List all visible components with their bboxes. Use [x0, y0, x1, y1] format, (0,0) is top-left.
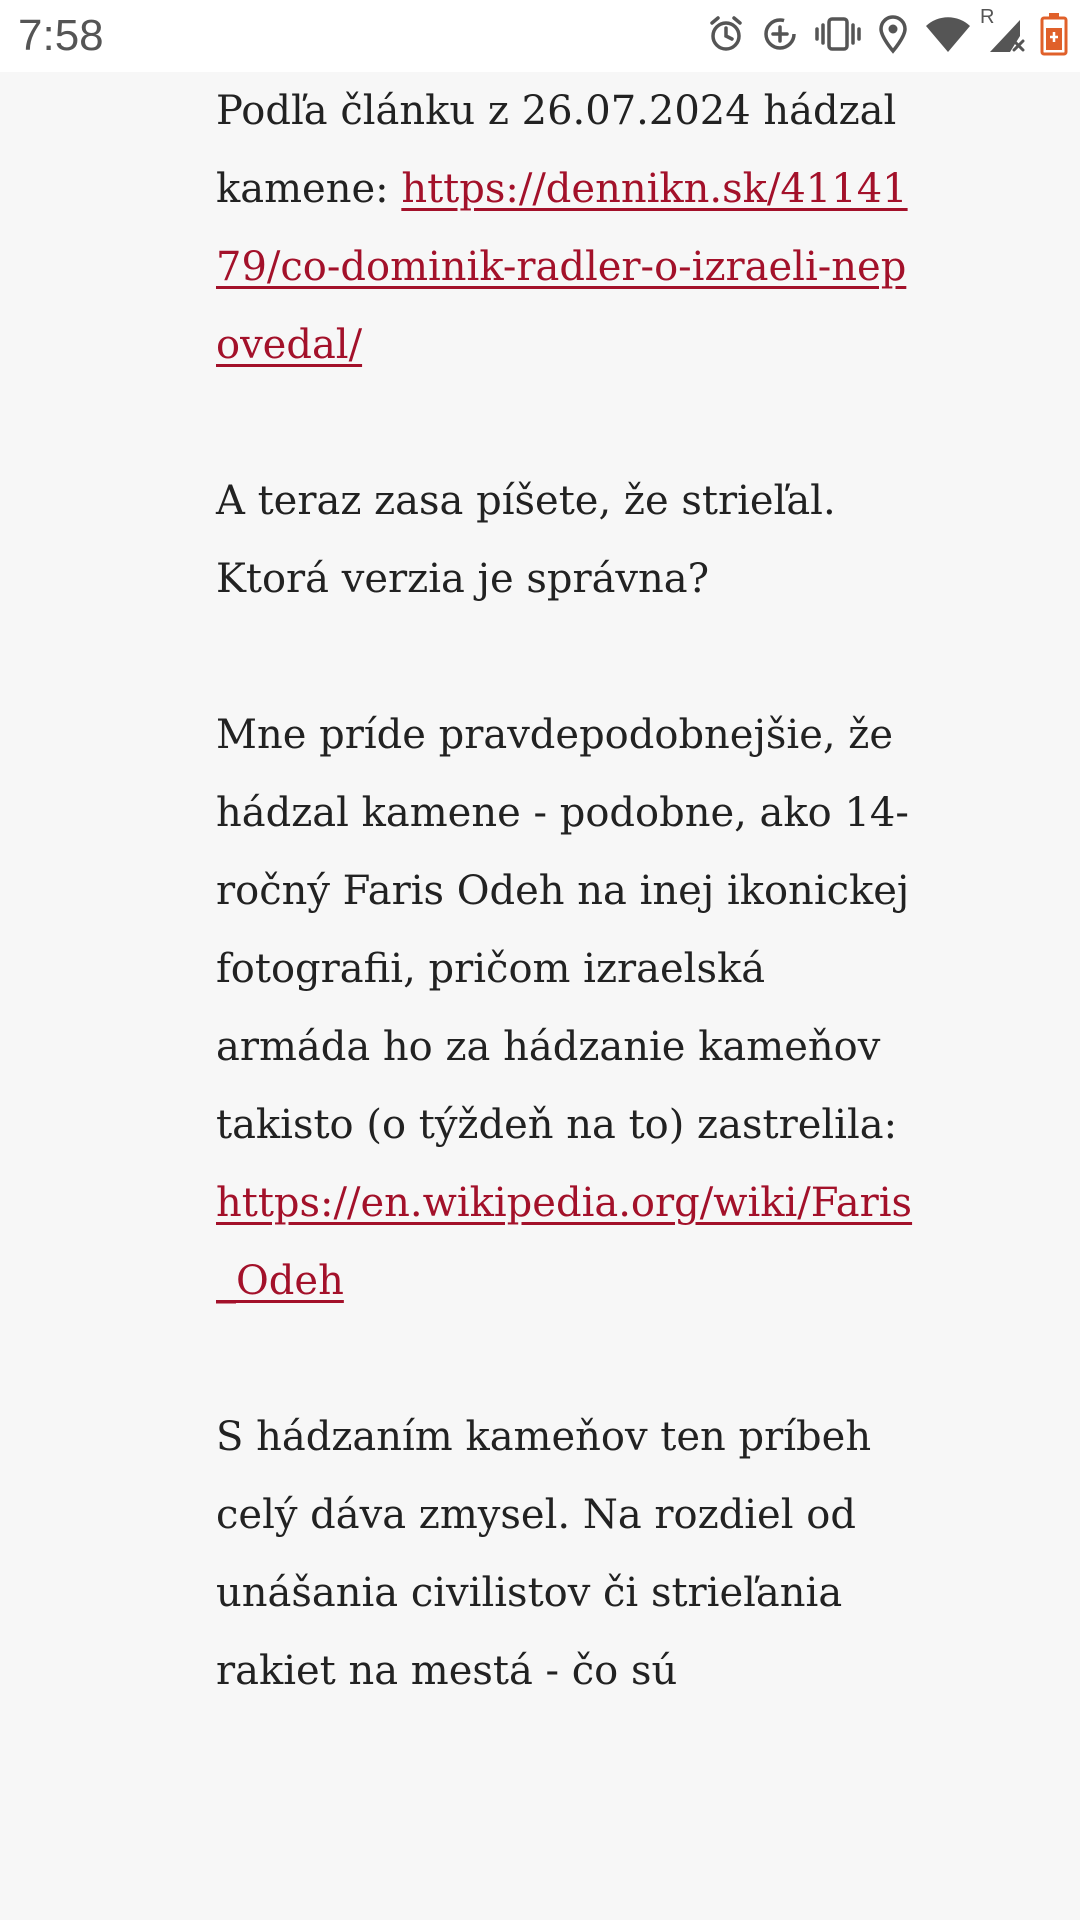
dennikn-article-link[interactable]: https://dennikn.sk/4114179/co-dominik-radler-o-izraeli-nepovedal/ — [216, 166, 908, 368]
alarm-icon — [706, 14, 746, 59]
status-bar — [0, 0, 1080, 72]
vibrate-icon — [814, 14, 862, 59]
data-saver-icon — [760, 14, 800, 59]
paragraph-text: A teraz zasa píšete, že strieľal. Ktorá verzia je správna? — [216, 478, 836, 602]
paragraph-text: Podľa článku z 26.07.2024 hádzal kamene: — [216, 88, 897, 212]
wikipedia-link[interactable]: https://en.wikipedia.org/wiki/Faris_Odeh — [216, 1180, 913, 1304]
wifi-icon — [924, 14, 972, 59]
cell-signal-icon — [980, 5, 1026, 59]
status-icons — [692, 5, 1068, 62]
comment-paragraph-3 — [216, 696, 916, 1320]
network-label: R — [980, 5, 995, 28]
paragraph-text: Mne príde pravdepodobnejšie, že hádzal kamene - podobne, ako 14-ročný Faris Odeh na inej ikonickej fotografii, pričom izraelská armáda ho za hádzanie kameňov takisto (o týždeň na to) zastrelila: — [216, 712, 910, 1148]
comment-paragraph-2 — [216, 462, 916, 618]
paragraph-text: S hádzaním kameňov ten príbeh celý dáva zmysel. Na rozdiel od unášania civilistov či strieľania rakiet na mestá - čo sú — [216, 1414, 872, 1694]
comment-body — [216, 72, 916, 1788]
comment-paragraph-1 — [216, 72, 916, 384]
status-time: 7:58 — [18, 11, 104, 60]
comment-paragraph-4 — [216, 1398, 916, 1710]
battery-icon — [1040, 12, 1068, 61]
location-icon — [876, 14, 910, 59]
